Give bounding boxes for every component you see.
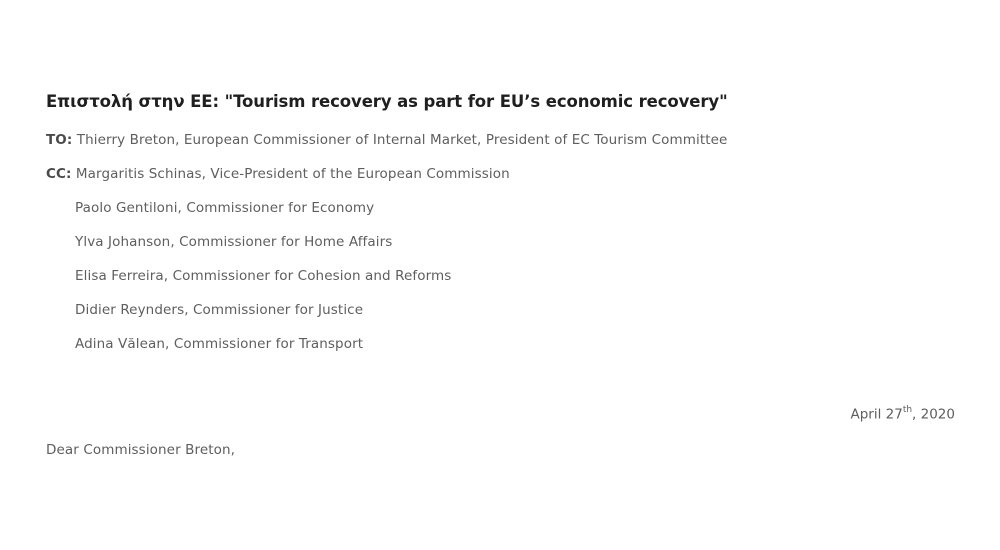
to-label: TO: <box>46 132 73 148</box>
recipient-line <box>46 132 727 148</box>
cc-recipient: Paolo Gentiloni, Commissioner for Economy <box>75 200 375 216</box>
date-year: , 2020 <box>912 406 955 423</box>
recipient-text: Thierry Breton, European Commissioner of Internal Market, President of EC Tourism Committee <box>76 132 728 148</box>
cc-recipient: Ylva Johanson, Commissioner for Home Affairs <box>75 234 393 250</box>
cc-first-recipient: Margaritis Schinas, Vice-President of the European Commission <box>75 166 510 182</box>
date-ordinal-suffix: th <box>902 405 913 415</box>
letter-title: Επιστολή στην ΕΕ: "Tourism recovery as part for EU’s economic recovery" <box>46 92 728 111</box>
salutation: Dear Commissioner Breton, <box>46 442 236 458</box>
letter-date <box>850 406 955 423</box>
cc-recipient: Adina Vălean, Commissioner for Transport <box>75 336 364 352</box>
cc-label: CC: <box>46 166 72 182</box>
cc-recipient: Elisa Ferreira, Commissioner for Cohesion and Reforms <box>75 268 452 284</box>
cc-line <box>46 166 510 182</box>
cc-recipient: Didier Reynders, Commissioner for Justice <box>75 302 364 318</box>
date-month-day: April 27 <box>850 406 903 423</box>
